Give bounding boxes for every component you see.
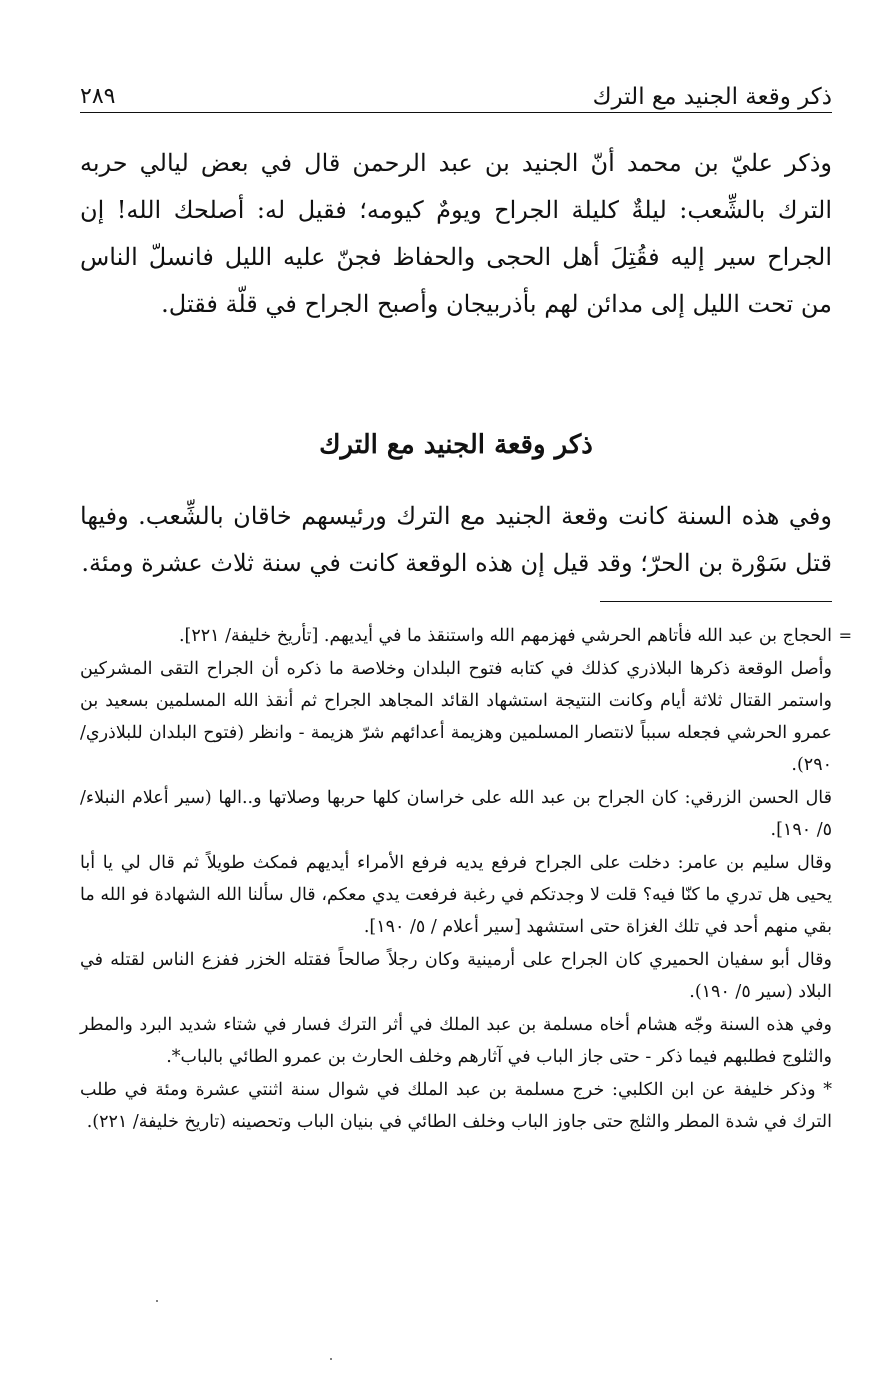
footnote-item: الحجاج بن عبد الله فأتاهم الحرشي فهزمهم الله واستنقذ ما في أيديهم. [تأريخ خليفة/ ٢٢١]. (178, 626, 832, 646)
footnotes (80, 620, 852, 1139)
page-number: ٢٨٩ (80, 84, 116, 109)
footnote-item: * وذكر خليفة عن ابن الكلبي: خرج مسلمة بن عبد الملك في شوال سنة اثنتي عشرة ومئة في طلب الترك في شدة المطر والثلج حتى جاوز الباب وخلف الطائي في بنيان الباب وتحصينه (تاريخ خليفة/ ٢٢١). (80, 1080, 832, 1132)
header-rule (80, 112, 832, 113)
body-paragraph-1: وذكر عليّ بن محمد أنّ الجنيد بن عبد الرحمن قال في بعض ليالي حربه الترك بالشِّعب: ليلةٌ كليلة الجراح ويومٌ كيومه؛ فقيل له: أصلحك الله! إن الجراح سير إليه فقُتِلَ أهل الحجى والحفاظ فجنّ عليه الليل فانسلّ الناس من تحت الليل إلى مدائن لهم بأذربيجان وأصبح الجراح في قلّة فقتل. (80, 149, 832, 318)
footnote-continuation-marker: = (838, 626, 852, 645)
footnote-item: وقال سليم بن عامر: دخلت على الجراح فرفع يديه فرفع الأمراء أيديهم فمكث طويلاً ثم قال لي يا أبا يحيى هل تدري ما كنّا فيه؟ قلت لا وجدتكم في رغبة فرفعت يدي معكم، قال سألنا الله الشهادة فو الله ما بقي منهم أحد في تلك الغزاة حتى استشهد [سير أعلام / ٥/ ١٩٠]. (80, 853, 832, 937)
scan-speck (330, 1358, 332, 1360)
footnote-item: وأصل الوقعة ذكرها البلاذري كذلك في كتابه فتوح البلدان وخلاصة ما ذكره أن الجراح التقى المشركين واستمر القتال ثلاثة أيام وكانت النتيجة استشهاد القائد المجاهد الجراح ثم أنقذ الله المسلمين بسعيد بن عمرو الحرشي فجعله سبباً لانتصار المسلمين وهزيمة أعدائهم شرّ هزيمة - وانظر (فتوح البلدان للبلاذري/ ٢٩٠). (80, 659, 832, 775)
running-title: ذكر وقعة الجنيد مع الترك (592, 84, 832, 110)
footnote-item: قال الحسن الزرقي: كان الجراح بن عبد الله على خراسان كلها حربها وصلاتها و..الها (سير أعلام النبلاء/ ٥/ ١٩٠]. (80, 788, 832, 840)
scan-speck (156, 1300, 158, 1302)
footnote-item: وفي هذه السنة وجّه هشام أخاه مسلمة بن عبد الملك في أثر الترك فسار في شتاء شديد البرد والمطر والثلوج فطلبهم فيما ذكر - حتى جاز الباب في آثارهم وخلف الحارث بن عمرو الطائي بالباب*. (80, 1015, 832, 1067)
section-heading: ذكر وقعة الجنيد مع الترك (319, 430, 593, 460)
footnote-separator-rule (600, 601, 832, 602)
body-paragraph-2: وفي هذه السنة كانت وقعة الجنيد مع الترك ورئيسهم خاقان بالشِّعب. وفيها قتل سَوْرة بن الحرّ؛ وقد قيل إن هذه الوقعة كانت في سنة ثلاث عشرة ومئة. (80, 502, 832, 577)
running-head (80, 72, 832, 112)
footnote-item: وقال أبو سفيان الحميري كان الجراح على أرمينية وكان رجلاً صالحاً فقتله الخزر ففزع الناس لقتله في البلاد (سير ٥/ ١٩٠). (80, 950, 832, 1002)
